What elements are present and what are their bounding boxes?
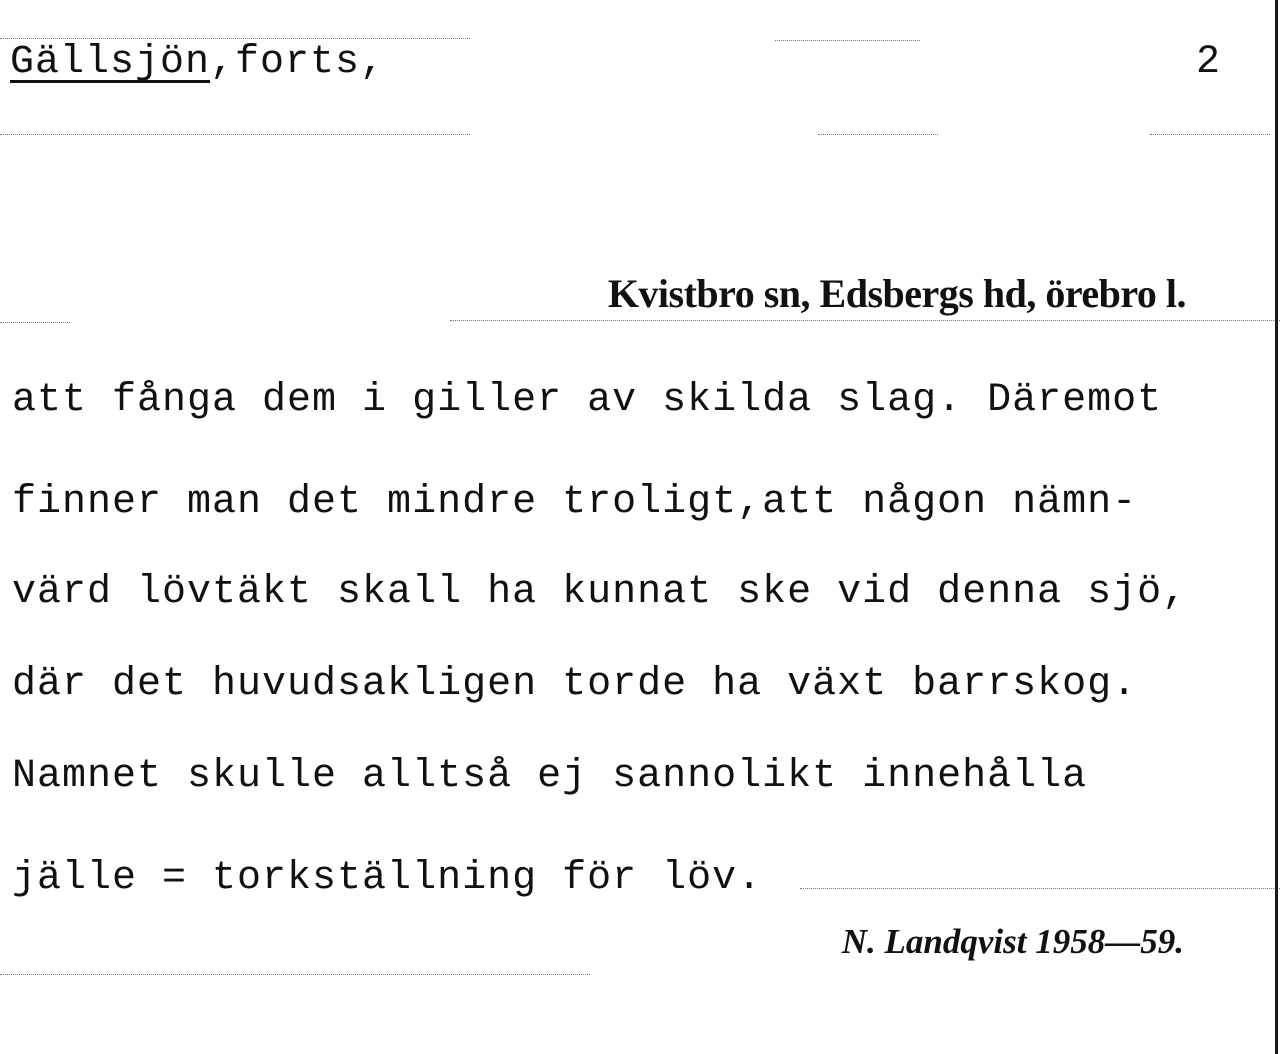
body-line-2: finner man det mindre troligt,att någon nämn-	[12, 480, 1138, 525]
author-signature: N. Landqvist 1958—59.	[841, 922, 1184, 961]
ruling-line	[0, 38, 470, 39]
body-line-4: där det huvudsakligen torde ha växt barrskog.	[12, 662, 1138, 707]
card-edge	[1275, 0, 1278, 1054]
heading-placename: Gällsjön	[10, 40, 211, 85]
heading-continuation: ,forts,	[210, 40, 386, 85]
ruling-line	[0, 134, 470, 135]
ruling-line	[0, 322, 70, 323]
page-number: 2	[1195, 40, 1220, 85]
ruling-line	[775, 40, 920, 41]
body-line-6: jälle = torkställning för löv.	[12, 856, 763, 901]
ruling-line	[800, 888, 1280, 889]
card-heading	[10, 40, 385, 85]
ruling-line	[818, 134, 938, 135]
ruling-line	[0, 974, 590, 975]
location-stamp: Kvistbro sn, Edsbergs hd, örebro l.	[607, 271, 1186, 316]
ruling-line	[450, 320, 1280, 321]
body-line-1: att fånga dem i giller av skilda slag. Däremot	[12, 378, 1163, 423]
body-line-3: värd lövtäkt skall ha kunnat ske vid denna sjö,	[12, 570, 1188, 615]
ruling-line	[1150, 134, 1270, 135]
body-line-5: Namnet skulle alltså ej sannolikt innehålla	[12, 754, 1088, 799]
